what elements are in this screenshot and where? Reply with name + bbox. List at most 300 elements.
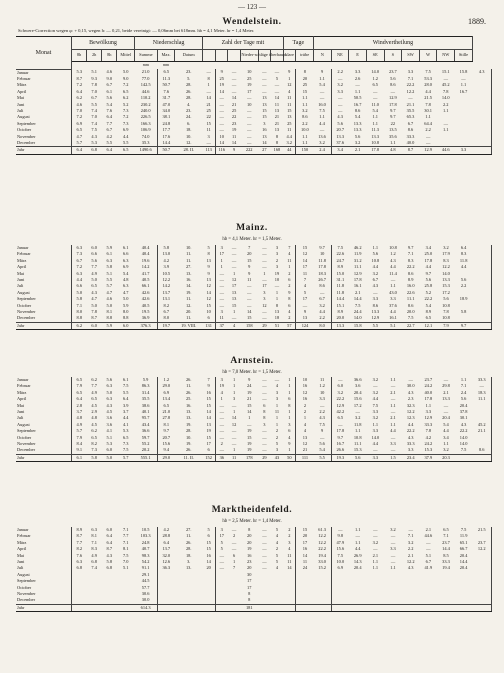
page-year: 1889. [468, 17, 486, 26]
data-cell: 5.1 [425, 552, 432, 558]
data-cell: 15 [203, 303, 216, 309]
data-cell: 6.3 [76, 270, 83, 276]
data-cell: — [390, 539, 396, 545]
data-cell: 6.4 [106, 533, 113, 539]
data-cell: 4.3 [390, 257, 396, 263]
data-cell: 20 [247, 539, 252, 545]
data-cell: 24 [247, 383, 252, 389]
data-cell: 2.2 [314, 315, 332, 322]
data-cell: 18.3 [472, 390, 491, 396]
data-cell: 14 [219, 88, 224, 94]
data-cell: 12 [203, 296, 216, 302]
data-cell: — [274, 377, 280, 382]
data-cell: 57 [283, 322, 296, 329]
data-cell: 3.3 [354, 69, 361, 75]
data-cell: 6.4 [460, 245, 467, 250]
data-cell: 16 [262, 127, 267, 133]
data-cell: — [262, 88, 267, 94]
data-cell: 46.2 [353, 245, 362, 250]
data-cell: 86.3 [135, 383, 158, 389]
data-cell: 18 [274, 315, 280, 321]
data-cell: 6.9 [122, 264, 129, 270]
data-cell: 36 [215, 454, 228, 461]
data-cell: 15 [302, 88, 308, 94]
data-cell: 7 [283, 245, 296, 251]
data-cell: 3.2 [372, 389, 379, 395]
data-cell: 11.4 [389, 270, 397, 276]
data-cell [437, 140, 455, 147]
data-cell: 5.6 [425, 277, 432, 283]
data-cell: 13.3 [336, 133, 345, 139]
data-cell: 7.8 [443, 88, 449, 94]
month-label: März [16, 540, 71, 546]
data-cell: 1.1 [425, 402, 432, 408]
data-cell: 5.9 [135, 377, 158, 383]
data-cell: 9.1 [76, 447, 83, 453]
data-cell: — [461, 75, 466, 81]
data-cell: 4.6 [106, 69, 113, 75]
data-cell: 19.7 [157, 322, 175, 329]
data-cell: 6.3 [91, 527, 97, 532]
data-cell: 26.6 [336, 447, 345, 453]
data-cell: 2 [303, 409, 307, 415]
data-cell: — [337, 107, 343, 113]
data-cell: 14 [302, 552, 308, 558]
unit-cell [384, 62, 402, 70]
data-cell: 150 [296, 147, 314, 154]
data-cell: 2 [275, 546, 279, 552]
data-cell: 3 [283, 422, 296, 428]
data-cell: 5.3 [122, 428, 129, 434]
data-cell: 22.2 [406, 428, 415, 434]
data-cell: 6.5 [91, 434, 97, 440]
data-cell: 16. [185, 277, 192, 283]
data-cell: 14 [231, 95, 237, 101]
data-cell [271, 604, 284, 611]
data-cell: 14. [185, 283, 192, 289]
data-cell: 11 [219, 315, 224, 321]
data-cell: 17 [219, 533, 224, 539]
data-cell: 168 [271, 147, 284, 154]
data-cell: 37 [215, 322, 228, 329]
data-cell: 3.7 [122, 409, 129, 415]
data-cell: 17.8 [424, 396, 433, 402]
data-cell: 11 [283, 95, 296, 101]
data-cell: 11 [283, 127, 296, 133]
data-cell: 7.8 [91, 82, 97, 88]
data-cell: 2 [283, 271, 296, 277]
data-cell: 5.5 [314, 454, 332, 461]
data-cell: 12.9 [336, 402, 345, 408]
data-cell: 26. [185, 389, 192, 395]
data-cell: 1 [283, 377, 296, 383]
data-cell: 3.3 [390, 546, 396, 552]
data-cell: 17 [247, 584, 252, 590]
header-sub-7 [203, 50, 216, 62]
data-cell: 11 [203, 127, 216, 133]
data-cell: 3.9 [122, 402, 129, 408]
data-cell: 3 [275, 396, 279, 402]
data-cell: 6 [233, 552, 236, 558]
data-cell: 7.1 [91, 539, 97, 545]
data-cell: 11 [302, 270, 308, 276]
data-cell: 3.3 [390, 296, 396, 302]
data-cell: 8.5 [443, 552, 449, 558]
month-label: Juli [16, 565, 71, 571]
month-label: Juni [16, 102, 71, 108]
unit-cell [258, 62, 271, 70]
data-cell: 28. [185, 95, 192, 101]
data-cell: 30.1 [459, 415, 468, 421]
data-cell: — [231, 69, 237, 75]
data-cell: 10.8 [442, 315, 450, 321]
data-cell: 14.4 [459, 559, 468, 565]
data-cell: 13 [262, 101, 267, 107]
data-cell: 47.9 [336, 539, 345, 545]
data-cell: 15.3 [442, 283, 450, 289]
data-cell: 66.7 [459, 546, 468, 552]
data-cell [314, 604, 332, 611]
month-label: November [16, 591, 71, 597]
data-cell: 24.8 [162, 120, 171, 126]
data-cell: 4.3 [106, 402, 113, 408]
month-label: Juli [16, 283, 71, 289]
month-label: August [16, 114, 71, 120]
data-cell: 1 [283, 447, 296, 454]
data-cell: 19.5 [135, 309, 158, 315]
data-cell [455, 454, 473, 461]
data-cell: 8.2 [163, 302, 170, 308]
data-cell: 5.0 [76, 289, 83, 295]
month-label: April [16, 396, 71, 402]
data-cell: — [262, 447, 267, 453]
unit-cell [366, 62, 384, 70]
data-cell: 9.7 [390, 114, 396, 120]
data-cell: 5.5 [91, 101, 97, 107]
data-cell: 40.1 [135, 409, 158, 415]
data-cell: 6.6 [91, 251, 97, 257]
data-cell: 15 [302, 245, 308, 250]
data-cell: 5.8 [163, 245, 170, 250]
data-cell: 12 [302, 441, 308, 447]
data-cell [455, 604, 473, 611]
data-cell: — [247, 421, 252, 427]
data-cell [228, 604, 241, 611]
data-cell: 7.5 [314, 422, 332, 428]
data-cell: 7 [203, 377, 216, 383]
data-cell [157, 597, 175, 604]
month-label: October [16, 435, 71, 441]
month-label: Jahr [16, 604, 71, 611]
data-cell: 555.1 [135, 454, 158, 461]
data-cell: 2.2 [407, 546, 414, 552]
data-cell: 3 [263, 289, 266, 295]
data-cell: 5.4 [314, 447, 332, 454]
data-cell: 17.7 [162, 127, 171, 133]
data-cell: 28. [185, 82, 192, 88]
data-cell: 11 [283, 559, 296, 565]
data-cell: 25 [247, 75, 252, 81]
month-label: Februar [16, 383, 71, 389]
data-cell: 376.3 [135, 322, 158, 329]
data-cell: 11 [283, 102, 296, 108]
data-cell: 4.4 [372, 264, 379, 270]
data-cell: — [231, 257, 237, 263]
data-cell: 21.0 [162, 409, 171, 415]
data-cell: 3.2 [407, 539, 414, 545]
data-cell: 1.5 [384, 454, 402, 461]
data-cell: 6.3 [76, 559, 83, 565]
data-cell [87, 597, 102, 604]
data-cell: 13.3 [442, 277, 450, 283]
data-cell: 1 [283, 264, 296, 270]
data-cell: 12.9 [424, 415, 433, 421]
data-cell: 13.3 [353, 127, 362, 133]
data-cell: 7.5 [122, 552, 129, 558]
data-cell: 20.2 [135, 447, 158, 454]
data-cell [296, 597, 314, 604]
data-cell: 21 [231, 101, 237, 107]
data-cell: — [219, 302, 224, 308]
month-label: Januar [16, 527, 71, 533]
data-cell: — [443, 402, 449, 408]
data-cell: 16. [185, 402, 192, 408]
data-cell: — [314, 435, 332, 441]
data-cell: 13 [274, 127, 280, 133]
data-cell: 2.4 [313, 147, 331, 154]
data-cell: 19 [247, 441, 252, 447]
data-cell: — [231, 428, 237, 434]
data-cell: 1 [233, 559, 236, 565]
data-cell: 5.4 [354, 114, 361, 120]
data-cell: 14 [247, 309, 252, 315]
data-cell: 14 [231, 415, 237, 421]
data-cell: 6.6 [122, 251, 129, 257]
data-cell: 6.9 [76, 120, 83, 126]
data-cell: 3.3 [372, 296, 379, 302]
data-cell: 6.1 [122, 377, 129, 382]
data-cell: 11. [186, 257, 192, 263]
data-cell: 25 [231, 107, 237, 113]
data-cell: — [247, 296, 252, 302]
data-cell: 9.7 [337, 434, 344, 440]
data-cell: 12.3 [406, 415, 415, 421]
data-cell: 9 [248, 377, 251, 382]
data-cell: 3.7 [76, 409, 83, 415]
data-cell: 14.4 [162, 139, 171, 145]
data-cell: 19 [219, 82, 224, 88]
data-cell: — [338, 527, 343, 532]
data-cell: 10. [185, 245, 192, 250]
data-cell: 5 [275, 559, 279, 565]
data-cell: — [247, 114, 252, 120]
data-cell: 6.5 [337, 415, 344, 421]
data-cell: — [262, 546, 267, 552]
data-cell: 11.1 [353, 264, 362, 270]
climate-table [16, 36, 492, 155]
data-cell: 22.7 [402, 322, 420, 329]
header-sub-6: Datum [175, 50, 203, 62]
data-cell: 20 [247, 565, 252, 571]
data-cell: 3.4 [331, 147, 349, 154]
data-cell: 4.4 [390, 309, 396, 315]
data-cell: 5.5 [122, 389, 129, 395]
data-cell: 12.2 [442, 264, 450, 270]
data-cell: 8.3 [460, 251, 467, 257]
data-cell: 13 [274, 309, 280, 315]
data-cell: 4.4 [314, 309, 332, 315]
data-cell: 10 [247, 69, 252, 75]
data-cell: 5.3 [76, 69, 83, 75]
data-cell: 19 [219, 383, 224, 389]
data-cell: 178 [240, 454, 258, 461]
data-cell: — [314, 403, 332, 409]
data-cell: 1 [263, 270, 266, 276]
data-cell: 15 [247, 315, 252, 321]
data-cell: 9 [303, 309, 307, 315]
data-cell: 6. [187, 120, 191, 126]
data-cell: 6.7 [372, 277, 379, 283]
data-cell: — [262, 527, 267, 532]
data-cell: 12 [203, 283, 216, 289]
data-cell: 11. [186, 296, 192, 302]
data-cell: 8.8 [106, 315, 113, 321]
data-cell: 29.8 [442, 383, 450, 389]
data-cell: 16.7 [353, 101, 362, 107]
data-cell: — [247, 139, 252, 145]
data-cell: 17.2 [442, 289, 450, 295]
page-number: — 123 — [238, 3, 266, 11]
unit-cell [240, 62, 258, 70]
data-cell: 31.4 [135, 390, 158, 396]
data-cell: 7.5 [425, 69, 431, 75]
data-cell: 4.6 [76, 101, 83, 107]
data-cell: 8 [248, 527, 251, 532]
data-cell [437, 597, 455, 604]
data-cell: 15 [262, 107, 267, 113]
data-cell: — [390, 277, 396, 283]
data-cell: 11.8 [336, 289, 345, 295]
month-label: Jahr [16, 322, 71, 329]
data-cell: 8.9 [337, 264, 344, 270]
data-cell: 6.3 [122, 257, 129, 263]
data-cell: 10.0 [336, 559, 345, 565]
data-cell: 14.0 [441, 95, 450, 101]
data-cell: 13.3 [331, 322, 349, 329]
data-cell: 6.2 [122, 95, 129, 101]
month-label: October [16, 585, 71, 591]
data-cell: 8.9 [337, 309, 344, 315]
data-cell: — [373, 95, 378, 101]
data-cell: — [219, 421, 224, 427]
data-cell: 1 [303, 415, 307, 421]
data-cell: 8 [283, 403, 296, 409]
data-cell: 6.7 [91, 95, 97, 101]
data-cell: 36.3 [162, 565, 171, 571]
month-label: November [16, 134, 71, 140]
data-cell: 5.4 [313, 82, 331, 88]
data-cell: 14.0 [442, 270, 450, 276]
data-cell: 3.3 [367, 454, 385, 461]
data-cell: — [262, 245, 267, 250]
data-cell: 8.3 [407, 257, 414, 263]
data-cell: — [390, 552, 396, 558]
data-cell: 21 [247, 396, 252, 402]
data-cell: 5.6 [372, 251, 379, 257]
data-cell: 6.5 [425, 315, 432, 321]
data-cell: 15 [203, 435, 216, 441]
data-cell: 222 [240, 147, 258, 154]
data-cell: 8.7 [402, 147, 420, 154]
data-cell: 14.4 [442, 546, 450, 552]
data-cell: 4.2 [163, 257, 170, 263]
data-cell: — [390, 383, 396, 389]
data-cell: 2.1 [390, 389, 396, 395]
data-cell: 17 [302, 264, 308, 270]
data-cell [157, 604, 175, 611]
month-label: Februar [16, 533, 71, 539]
data-cell: 2 [303, 402, 307, 408]
data-cell: 7 [303, 277, 307, 283]
data-cell: 6.9 [122, 127, 129, 133]
data-cell: 8 [283, 296, 296, 302]
data-cell: 3.2 [372, 539, 379, 545]
data-cell: 1.1 [372, 421, 379, 427]
data-cell: 13. [185, 565, 192, 571]
data-cell: 19. [185, 289, 192, 295]
data-cell: 4 [303, 428, 307, 434]
data-cell: 20.3 [437, 454, 455, 461]
data-cell: 11. [186, 533, 192, 539]
data-cell: 6.1 [122, 245, 129, 250]
data-cell: 7.5 [337, 245, 344, 250]
data-cell: — [262, 552, 267, 558]
data-cell: 9.8 [337, 533, 344, 539]
data-cell: 17.8 [389, 101, 397, 107]
data-cell: 8 [203, 76, 216, 82]
data-cell: 1.1 [443, 107, 449, 113]
data-cell: 9.4 [163, 447, 170, 453]
data-cell: 3.2 [390, 527, 396, 532]
data-cell: 6.0 [87, 322, 102, 329]
data-cell: 4.4 [372, 441, 379, 447]
climate-table [16, 245, 492, 330]
data-cell: 5.8 [106, 264, 113, 270]
data-cell: 23.7 [389, 69, 397, 75]
data-cell: 12.2 [406, 409, 415, 415]
data-cell: 5.2 [122, 101, 129, 107]
data-cell: 15.3 [353, 447, 362, 453]
data-cell: 14 [283, 565, 296, 571]
data-cell: — [219, 107, 224, 113]
data-cell: 6.4 [102, 147, 117, 154]
data-cell: 10 [314, 390, 332, 396]
data-cell: 3.6 [106, 415, 113, 421]
data-cell: 61.3 [314, 527, 332, 533]
data-cell: 22.2 [424, 296, 433, 302]
data-cell: — [262, 75, 267, 81]
data-cell: — [219, 402, 224, 408]
data-cell: 4.5 [106, 409, 113, 415]
month-label: September [16, 428, 71, 434]
data-cell: 10 [274, 277, 280, 283]
data-cell: — [262, 309, 267, 315]
data-cell: 21 [302, 447, 308, 453]
data-cell: 9 [203, 383, 216, 389]
data-cell: 8.2 [91, 441, 97, 447]
data-cell: 6.2 [91, 428, 97, 434]
data-cell: 6.7 [106, 127, 113, 133]
